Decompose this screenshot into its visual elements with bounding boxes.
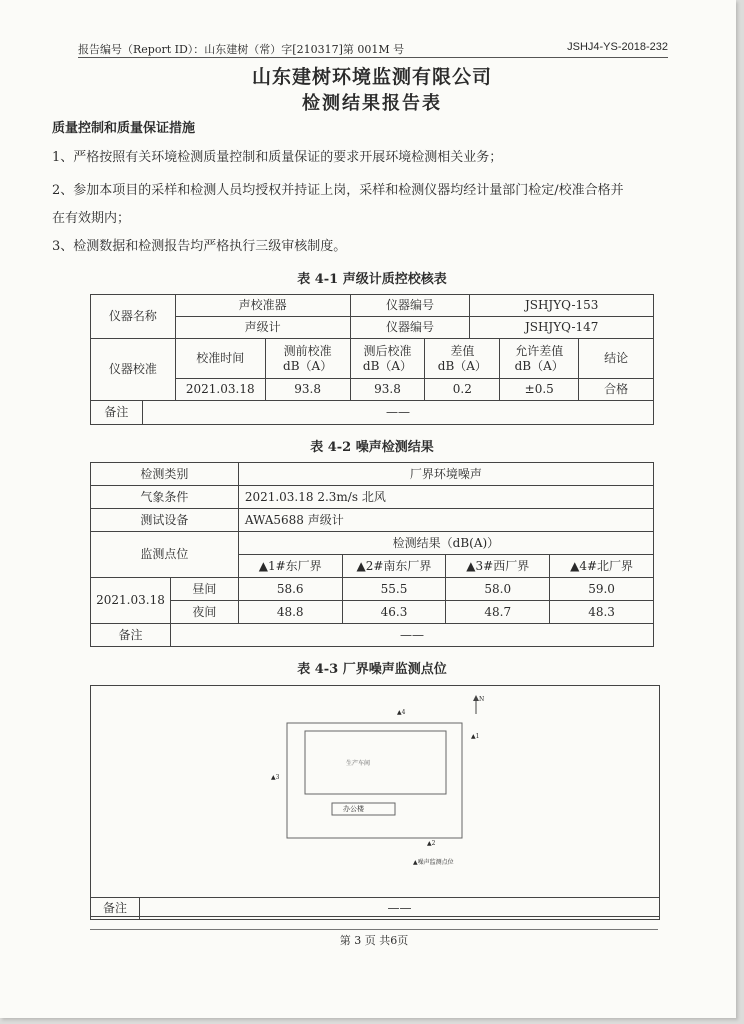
col-before-l2: dB（A） (283, 358, 333, 373)
calibrator-no: JSHJYQ-153 (470, 295, 654, 317)
category-value: 厂界环境噪声 (238, 463, 653, 486)
col-after-l1: 测后校准 (363, 343, 412, 358)
calibrator-name: 声校准器 (175, 295, 350, 317)
night-label: 夜间 (170, 601, 238, 624)
result-label: 检测结果（dB(A)） (238, 532, 653, 555)
remark3-value: —— (139, 898, 659, 920)
company-title: 山东建树环境监测有限公司 (251, 66, 492, 88)
calibrator-no-label: 仪器编号 (350, 295, 470, 317)
qc-item-3: 3、检测数据和检测报告均严格执行三级审核制度。 (52, 239, 347, 254)
qc-item-1: 1、严格按照有关环境检测质量控制和质量保证的要求开展环境检测相关业务； (52, 150, 503, 165)
diagram-remark-table (90, 897, 660, 920)
point-marker-3: ▲3 (271, 774, 280, 781)
meter-no-label: 仪器编号 (350, 317, 470, 339)
col-time: 校准时间 (175, 339, 265, 379)
col-before-l1: 测前校准 (283, 343, 332, 358)
site-boundary (287, 723, 462, 838)
instrument-name-label: 仪器名称 (91, 295, 176, 339)
meter-no: JSHJYQ-147 (470, 317, 654, 339)
point-4: ▲4#北厂界 (550, 555, 654, 578)
point-marker-2: ▲2 (427, 840, 436, 847)
col-allow (500, 339, 579, 379)
result-date: 2021.03.18 (91, 578, 171, 624)
day-label: 昼间 (170, 578, 238, 601)
device-value: AWA5688 声级计 (238, 509, 653, 532)
night-1: 48.8 (238, 601, 342, 624)
page-header (78, 41, 668, 58)
remark2-label: 备注 (91, 624, 171, 647)
monitoring-point-diagram (90, 685, 660, 917)
qc-item-2-line-2: 在有效期内； (52, 211, 131, 226)
page-footer: 第 3 页 共6页 (90, 929, 658, 948)
site-plan (91, 686, 659, 916)
doc-code: JSHJ4-YS-2018-232 (567, 41, 668, 53)
day-4: 59.0 (550, 578, 654, 601)
device-label: 测试设备 (91, 509, 239, 532)
remark-value: —— (142, 401, 653, 425)
table1-caption: 表 4-1 声级计质控校核表 (297, 272, 447, 287)
table3-caption: 表 4-3 厂界噪声监测点位 (297, 662, 447, 677)
night-4: 48.3 (550, 601, 654, 624)
workshop-label: 生产车间 (346, 760, 371, 767)
cal-after: 93.8 (350, 379, 425, 401)
point-marker-1: ▲1 (471, 733, 480, 740)
col-allow-l2: dB（A） (514, 358, 564, 373)
report-title: 检测结果报告表 (302, 93, 442, 114)
weather-value: 2021.03.18 2.3m/s 北风 (238, 486, 653, 509)
col-after-l2: dB（A） (362, 358, 413, 373)
remark2-value: —— (170, 624, 653, 647)
point-2: ▲2#南东厂界 (342, 555, 446, 578)
remark-label: 备注 (91, 401, 143, 425)
weather-label: 气象条件 (91, 486, 239, 509)
col-after (350, 339, 425, 379)
cal-before: 93.8 (265, 379, 350, 401)
day-3: 58.0 (446, 578, 550, 601)
col-allow-l1: 允许差值 (515, 343, 564, 358)
point-1: ▲1#东厂界 (238, 555, 342, 578)
meter-name: 声级计 (175, 317, 350, 339)
night-3: 48.7 (446, 601, 550, 624)
noise-results-table (90, 462, 654, 647)
col-diff-l2: dB（A） (437, 358, 487, 373)
point-marker-4: ▲4 (397, 709, 406, 716)
col-diff (425, 339, 500, 379)
calibration-label: 仪器校准 (91, 339, 176, 401)
cal-diff: 0.2 (425, 379, 500, 401)
cal-conclusion: 合格 (579, 379, 654, 401)
col-diff-l1: 差值 (450, 343, 475, 358)
north-label: N (479, 696, 485, 703)
cal-time: 2021.03.18 (175, 379, 265, 401)
workshop-building (305, 731, 446, 794)
legend-label: ▲噪声监测点位 (413, 859, 454, 866)
col-before (265, 339, 350, 379)
qc-item-2-line-1: 2、参加本项目的采样和检测人员均授权并持证上岗，采样和检测仪器均经计量部门检定/校准合格并 (52, 183, 624, 198)
remark3-label: 备注 (91, 898, 140, 920)
calibration-table (90, 294, 654, 425)
table2-caption: 表 4-2 噪声检测结果 (310, 440, 434, 455)
report-id: 报告编号（Report ID）：山东建树（常）字[210317]第 001M 号 (78, 43, 405, 56)
category-label: 检测类别 (91, 463, 239, 486)
day-2: 55.5 (342, 578, 446, 601)
point-3: ▲3#西厂界 (446, 555, 550, 578)
qc-heading: 质量控制和质量保证措施 (52, 121, 196, 136)
night-2: 46.3 (342, 601, 446, 624)
cal-allow: ±0.5 (500, 379, 579, 401)
day-1: 58.6 (238, 578, 342, 601)
office-label: 办公楼 (343, 805, 364, 813)
point-label: 监测点位 (91, 532, 239, 578)
col-conclusion: 结论 (579, 339, 654, 379)
